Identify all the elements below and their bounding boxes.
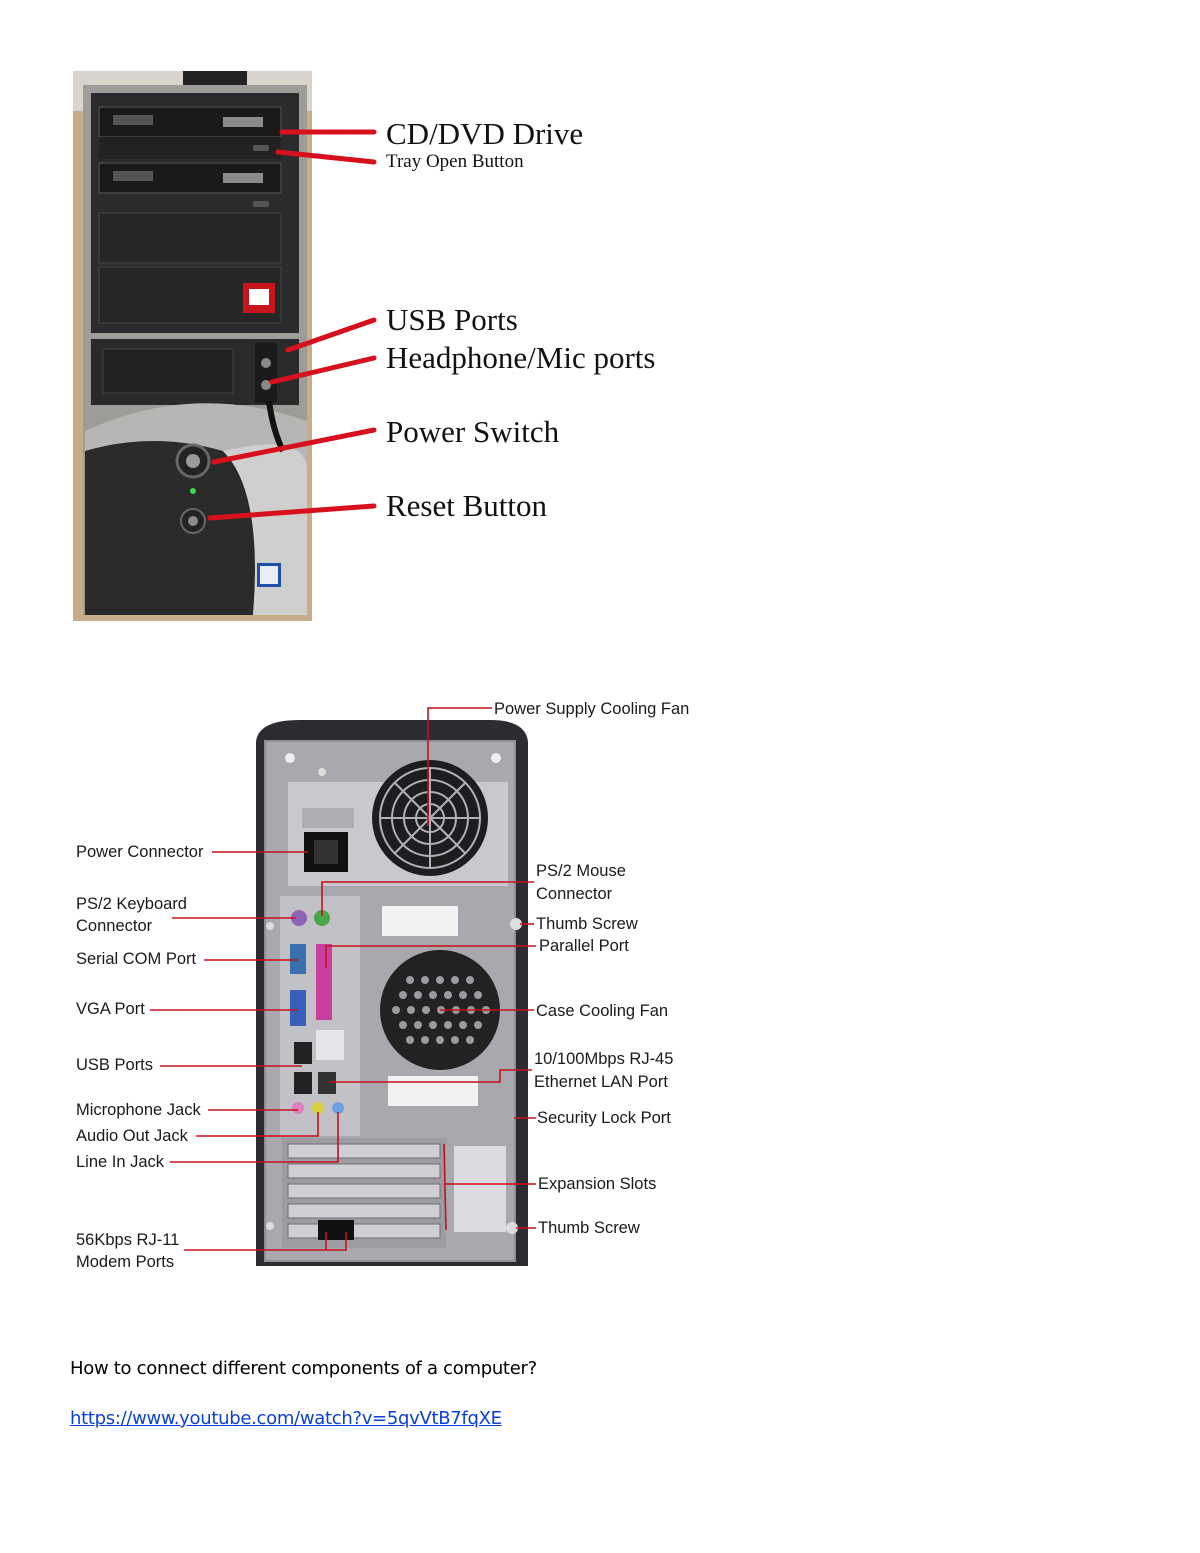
label-cd-dvd-drive: CD/DVD Drive [386, 116, 584, 151]
label-vga-port: VGA Port [76, 1000, 145, 1018]
label-ps2-keyboard-2: Connector [76, 917, 153, 935]
label-security-lock-port: Security Lock Port [537, 1109, 671, 1127]
label-modem-ports-1: 56Kbps RJ-11 [76, 1231, 180, 1249]
label-ethernet-port-1: 10/100Mbps RJ-45 [534, 1050, 674, 1068]
label-microphone-jack: Microphone Jack [76, 1101, 201, 1119]
label-modem-ports-2: Modem Ports [76, 1253, 175, 1271]
label-line-in-jack: Line In Jack [76, 1153, 165, 1171]
label-parallel-port: Parallel Port [539, 937, 629, 955]
label-audio-out-jack: Audio Out Jack [76, 1127, 188, 1145]
label-ps2-mouse-1: PS/2 Mouse [536, 862, 626, 880]
label-usb-ports-back: USB Ports [76, 1056, 154, 1074]
label-expansion-slots: Expansion Slots [538, 1175, 657, 1193]
label-thumb-screw-bottom: Thumb Screw [538, 1219, 640, 1237]
label-ps2-mouse-2: Connector [536, 885, 613, 903]
label-thumb-screw-top: Thumb Screw [536, 915, 638, 933]
label-serial-com-port: Serial COM Port [76, 950, 197, 968]
label-ethernet-port-2: Ethernet LAN Port [534, 1073, 668, 1091]
caption-text: How to connect different components of a computer? [70, 1358, 537, 1379]
label-headphone-mic-ports: Headphone/Mic ports [386, 340, 656, 375]
label-power-supply-cooling-fan: Power Supply Cooling Fan [494, 700, 690, 718]
label-reset-button: Reset Button [386, 488, 548, 523]
label-usb-ports-front: USB Ports [386, 302, 518, 337]
label-ps2-keyboard-1: PS/2 Keyboard [76, 895, 187, 913]
label-tray-open-button: Tray Open Button [386, 151, 524, 172]
youtube-link[interactable]: https://www.youtube.com/watch?v=5qvVtB7fqXE [70, 1408, 502, 1429]
label-case-cooling-fan: Case Cooling Fan [536, 1002, 669, 1020]
label-power-connector: Power Connector [76, 843, 204, 861]
label-power-switch: Power Switch [386, 414, 560, 449]
